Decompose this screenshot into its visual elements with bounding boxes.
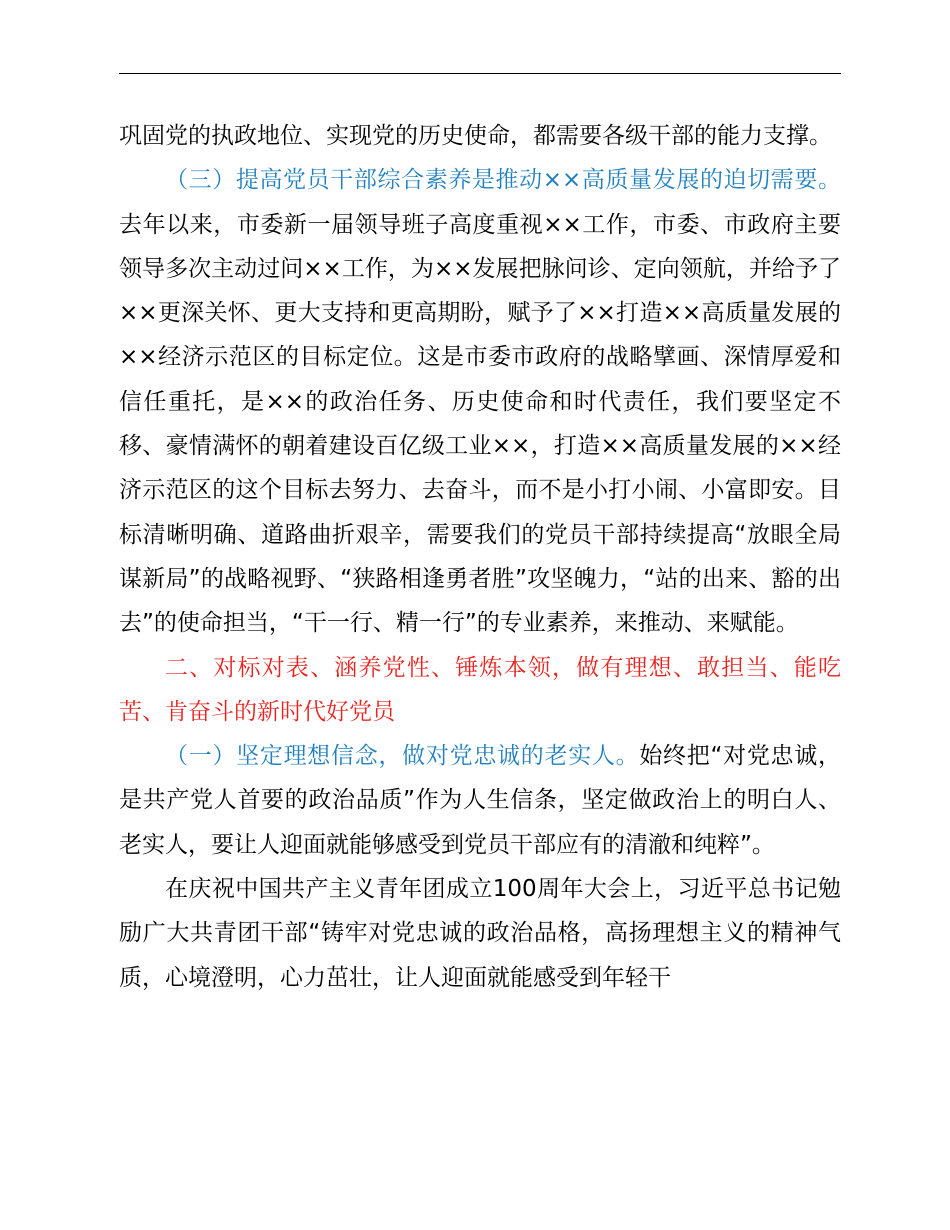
document-body bbox=[119, 114, 841, 1000]
subheading-subsection-one: （一）坚定理想信念，做对党忠诚的老实人。 bbox=[165, 743, 640, 770]
paragraph-text: 去年以来，市委新一届领导班子高度重视××工作，市委、市政府主要领导多次主动过问××工作，为××发展把脉问诊、定向领航，并给予了××更深关怀、更大支持和更高期盼，赋予了××打造××高质量发展的××经济示范区的目标定位。这是市委市政府的战略擘画、深情厚爱和信任重托，是××的政治任务、历史使命和时代责任，我们要坚定不移、豪情满怀的朝着建设百亿级工业××，打造××高质量发展的××经济示范区的这个目标去努力、去奋斗，而不是小打小闹、小富即安。目标清晰明确、道路曲折艰辛，需要我们的党员干部持续提高“放眼全局谋新局”的战略视野、“狭路相逢勇者胜”攻坚魄力，“站的出来、豁的出去”的使命担当，“干一行、精一行”的专业素养，来推动、来赋能。 bbox=[119, 211, 841, 637]
paragraph-section-three bbox=[119, 158, 841, 645]
paragraph-continuation bbox=[119, 114, 841, 158]
paragraph-text: 始终把“对党忠诚，是共产党人首要的政治品质”作为人生信条，坚定做政治上的明白人、老实人，要让人迎面就能够感受到党员干部应有的清澈和纯粹”。 bbox=[119, 743, 841, 858]
header-rule bbox=[119, 73, 841, 74]
paragraph-subsection-one bbox=[119, 734, 841, 867]
subheading-section-three: （三）提高党员干部综合素养是推动××高质量发展的迫切需要。 bbox=[165, 167, 841, 194]
section-heading-text: 二、对标对表、涵养党性、锤炼本领，做有理想、敢担当、能吃苦、肯奋斗的新时代好党员 bbox=[119, 654, 841, 725]
section-heading-two bbox=[119, 646, 841, 735]
paragraph-text: 巩固党的执政地位、实现党的历史使命，都需要各级干部的能力支撑。 bbox=[119, 123, 832, 149]
paragraph-centennial-speech bbox=[119, 867, 841, 1000]
paragraph-text: 在庆祝中国共产主义青年团成立100周年大会上，习近平总书记勉励广大共青团干部“铸牢对党忠诚的政治品格，高扬理想主义的精神气质，心境澄明，心力茁壮，让人迎面就能感受到年轻干 bbox=[119, 876, 841, 991]
